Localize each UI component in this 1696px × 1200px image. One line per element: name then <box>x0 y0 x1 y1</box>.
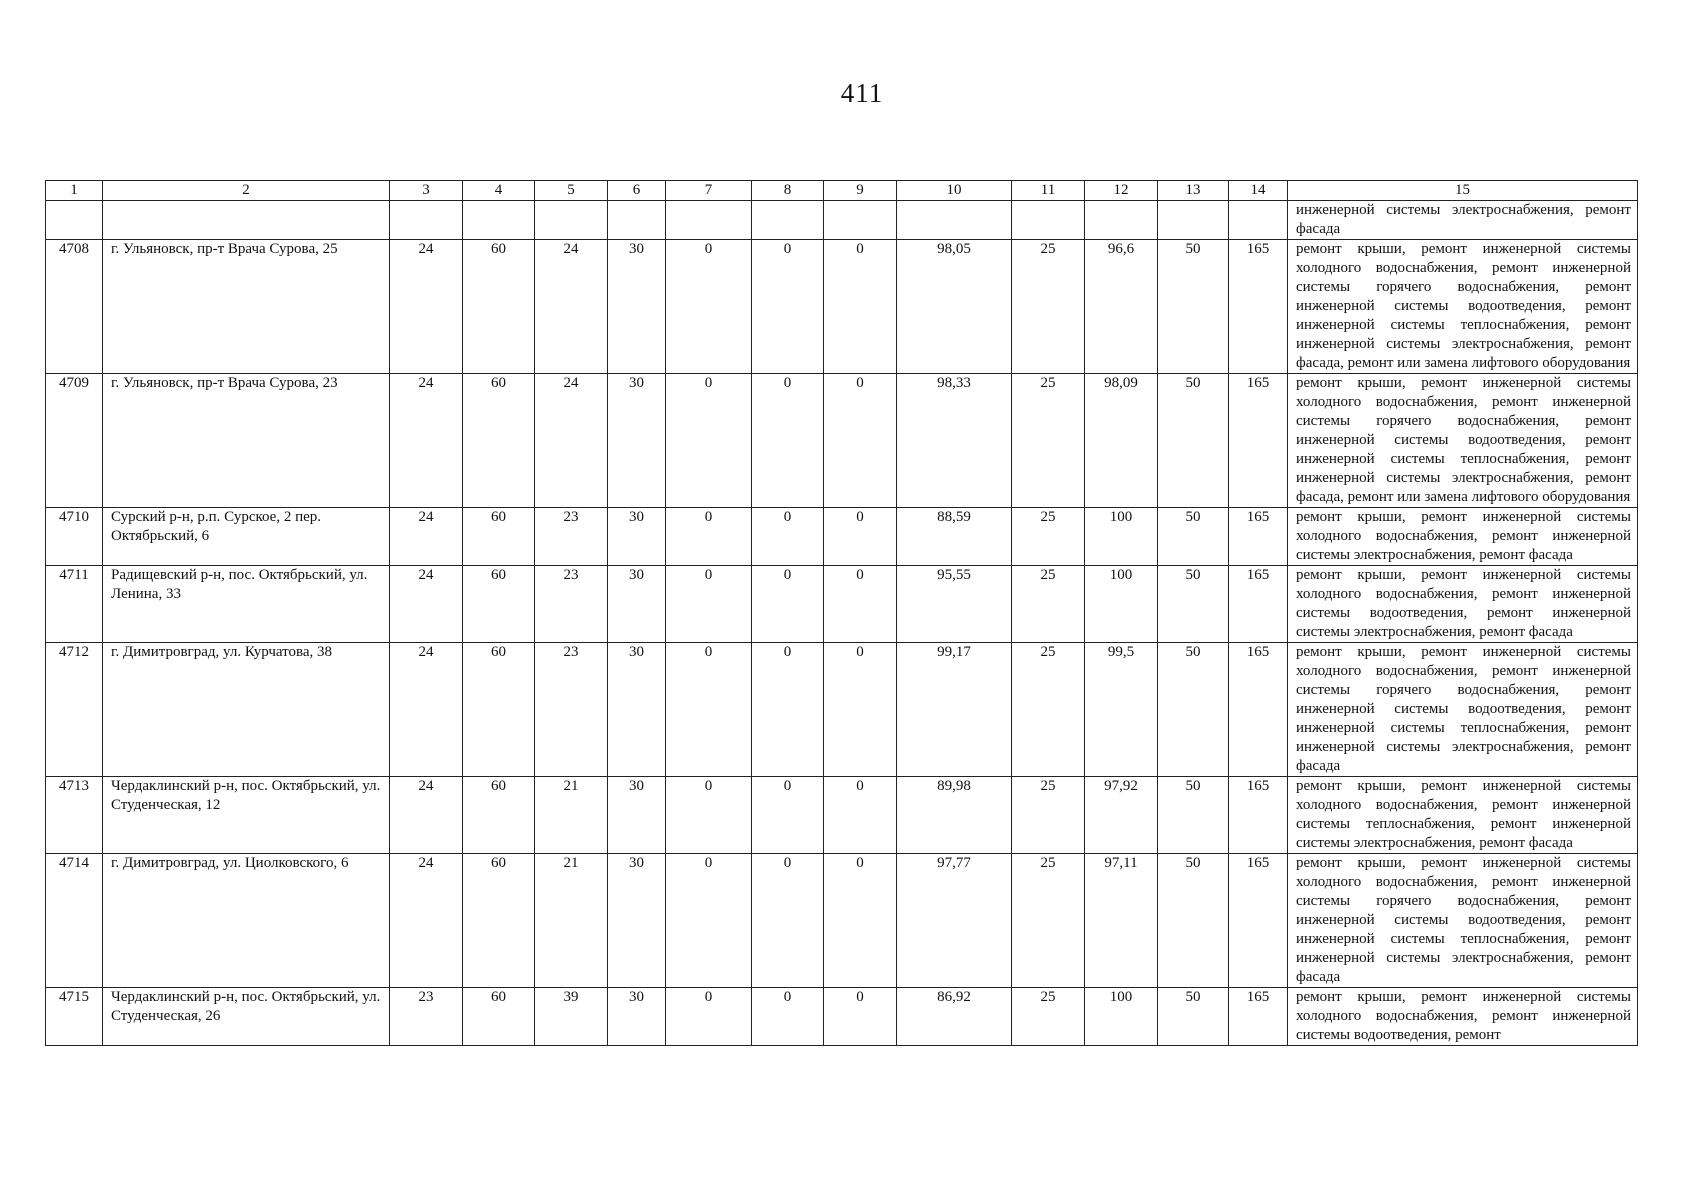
cell-value: 0 <box>666 854 752 988</box>
cell-value: 0 <box>666 777 752 854</box>
cell-value: 0 <box>824 988 897 1046</box>
column-header: 13 <box>1158 181 1229 201</box>
row-number: 4711 <box>46 566 103 643</box>
column-header: 9 <box>824 181 897 201</box>
work-description: ремонт крыши, ремонт инженерной системы холодного водоснабжения, ремонт инженерной системы горячего водоснабжения, ремонт инженерной системы водоотведения, ремонт инженерной системы теплоснабжения, ремонт инженерной системы электроснабжения, ремонт фасада, ремонт или замена лифтового оборудования <box>1288 240 1638 374</box>
cell-value: 165 <box>1229 374 1288 508</box>
cell-value: 0 <box>752 566 824 643</box>
cell-value: 23 <box>535 566 608 643</box>
cell-value: 165 <box>1229 988 1288 1046</box>
cell-value: 95,55 <box>897 566 1012 643</box>
cell-value: 165 <box>1229 854 1288 988</box>
cell-value: 165 <box>1229 777 1288 854</box>
table-row <box>46 240 1638 374</box>
cell-value: 98,05 <box>897 240 1012 374</box>
cell-value: 165 <box>1229 508 1288 566</box>
table-row <box>46 374 1638 508</box>
cell-value: 23 <box>535 643 608 777</box>
cell-value: 0 <box>666 508 752 566</box>
cell-value: 0 <box>666 374 752 508</box>
cell-value: 24 <box>390 508 463 566</box>
continuation-row <box>46 201 1638 240</box>
cell-value: 89,98 <box>897 777 1012 854</box>
row-number: 4710 <box>46 508 103 566</box>
cell-value: 0 <box>752 508 824 566</box>
cell-value: 0 <box>824 643 897 777</box>
cell-value: 30 <box>608 854 666 988</box>
cell-value: 25 <box>1012 777 1085 854</box>
row-number: 4713 <box>46 777 103 854</box>
cell-value: 98,33 <box>897 374 1012 508</box>
column-header: 4 <box>463 181 535 201</box>
cell-value: 0 <box>752 240 824 374</box>
cell-value: 50 <box>1158 988 1229 1046</box>
cell-value: 0 <box>666 566 752 643</box>
cell-value: 23 <box>535 508 608 566</box>
cell-value: 50 <box>1158 240 1229 374</box>
cell-value: 86,92 <box>897 988 1012 1046</box>
cell-value: 60 <box>463 854 535 988</box>
cell-value: 30 <box>608 777 666 854</box>
cell-value: 0 <box>666 643 752 777</box>
address: г. Димитровград, ул. Циолковского, 6 <box>103 854 390 988</box>
cell-value: 88,59 <box>897 508 1012 566</box>
cell-value: 100 <box>1085 988 1158 1046</box>
cell-value: 24 <box>390 777 463 854</box>
cell-value: 25 <box>1012 643 1085 777</box>
data-table <box>45 180 1638 1046</box>
address: Чердаклинский р-н, пос. Октябрьский, ул. Студенческая, 12 <box>103 777 390 854</box>
work-description: ремонт крыши, ремонт инженерной системы холодного водоснабжения, ремонт инженерной системы горячего водоснабжения, ремонт инженерной системы водоотведения, ремонт инженерной системы теплоснабжения, ремонт инженерной системы электроснабжения, ремонт фасада, ремонт или замена лифтового оборудования <box>1288 374 1638 508</box>
cell-value: 25 <box>1012 988 1085 1046</box>
cell-value: 60 <box>463 988 535 1046</box>
cell-value: 30 <box>608 566 666 643</box>
cell-value: 24 <box>390 566 463 643</box>
work-description: ремонт крыши, ремонт инженерной системы холодного водоснабжения, ремонт инженерной системы теплоснабжения, ремонт инженерной системы электроснабжения, ремонт фасада <box>1288 777 1638 854</box>
cell-value: 0 <box>666 988 752 1046</box>
column-header: 6 <box>608 181 666 201</box>
work-description: ремонт крыши, ремонт инженерной системы холодного водоснабжения, ремонт инженерной системы горячего водоснабжения, ремонт инженерной системы водоотведения, ремонт инженерной системы теплоснабжения, ремонт инженерной системы электроснабжения, ремонт фасада <box>1288 643 1638 777</box>
column-header: 5 <box>535 181 608 201</box>
address: г. Ульяновск, пр-т Врача Сурова, 25 <box>103 240 390 374</box>
column-header: 1 <box>46 181 103 201</box>
cell-value: 0 <box>824 508 897 566</box>
cell-value: 60 <box>463 240 535 374</box>
cell-value: 0 <box>824 374 897 508</box>
address: Сурский р-н, р.п. Сурское, 2 пер. Октябрьский, 6 <box>103 508 390 566</box>
cell-value: 24 <box>390 240 463 374</box>
work-description: ремонт крыши, ремонт инженерной системы холодного водоснабжения, ремонт инженерной системы водоотведения, ремонт <box>1288 988 1638 1046</box>
cell-value: 165 <box>1229 566 1288 643</box>
cell-value: 100 <box>1085 566 1158 643</box>
row-number: 4715 <box>46 988 103 1046</box>
column-header: 11 <box>1012 181 1085 201</box>
column-header: 14 <box>1229 181 1288 201</box>
work-description: ремонт крыши, ремонт инженерной системы холодного водоснабжения, ремонт инженерной системы водоотведения, ремонт инженерной системы электроснабжения, ремонт фасада <box>1288 566 1638 643</box>
column-header: 8 <box>752 181 824 201</box>
column-header: 2 <box>103 181 390 201</box>
cell-value: 50 <box>1158 374 1229 508</box>
cell-value: 98,09 <box>1085 374 1158 508</box>
page-number: 411 <box>840 78 884 108</box>
row-number: 4714 <box>46 854 103 988</box>
cell-value: 0 <box>824 240 897 374</box>
table-row <box>46 566 1638 643</box>
row-number: 4712 <box>46 643 103 777</box>
cell-value: 24 <box>535 240 608 374</box>
cell-value: 99,17 <box>897 643 1012 777</box>
cell-value: 30 <box>608 643 666 777</box>
row-number: 4709 <box>46 374 103 508</box>
cell-value: 50 <box>1158 566 1229 643</box>
cell-value: 30 <box>608 508 666 566</box>
cell-value: 30 <box>608 240 666 374</box>
cell-value: 60 <box>463 643 535 777</box>
cell-value: 165 <box>1229 240 1288 374</box>
cell-value: 165 <box>1229 643 1288 777</box>
cell-value: 25 <box>1012 566 1085 643</box>
cell-value: 60 <box>463 508 535 566</box>
cell-value: 24 <box>390 643 463 777</box>
table-row <box>46 854 1638 988</box>
cell-value: 21 <box>535 777 608 854</box>
cell-value: 0 <box>824 854 897 988</box>
cell-value: 97,77 <box>897 854 1012 988</box>
cell-value: 0 <box>752 643 824 777</box>
cell-value: 25 <box>1012 240 1085 374</box>
work-description: ремонт крыши, ремонт инженерной системы холодного водоснабжения, ремонт инженерной системы горячего водоснабжения, ремонт инженерной системы водоотведения, ремонт инженерной системы теплоснабжения, ремонт инженерной системы электроснабжения, ремонт фасада <box>1288 854 1638 988</box>
table-row <box>46 508 1638 566</box>
header-row <box>46 181 1638 201</box>
cell-value: 0 <box>824 777 897 854</box>
cell-value: 0 <box>666 240 752 374</box>
cell-value: 97,92 <box>1085 777 1158 854</box>
cell-value: 0 <box>752 374 824 508</box>
cell-value: 23 <box>390 988 463 1046</box>
cell-value: 24 <box>390 854 463 988</box>
address: Чердаклинский р-н, пос. Октябрьский, ул. Студенческая, 26 <box>103 988 390 1046</box>
cell-value: 50 <box>1158 508 1229 566</box>
column-header: 7 <box>666 181 752 201</box>
cell-value: 24 <box>390 374 463 508</box>
work-description: инженерной системы электроснабжения, ремонт фасада <box>1288 201 1638 240</box>
address: Радищевский р-н, пос. Октябрьский, ул. Ленина, 33 <box>103 566 390 643</box>
row-number: 4708 <box>46 240 103 374</box>
cell-value: 25 <box>1012 508 1085 566</box>
column-header: 10 <box>897 181 1012 201</box>
column-header: 3 <box>390 181 463 201</box>
cell-value: 0 <box>752 777 824 854</box>
cell-value: 21 <box>535 854 608 988</box>
cell-value: 60 <box>463 777 535 854</box>
cell-value: 0 <box>752 854 824 988</box>
cell-value: 60 <box>463 374 535 508</box>
cell-value: 97,11 <box>1085 854 1158 988</box>
cell-value: 50 <box>1158 777 1229 854</box>
cell-value: 25 <box>1012 374 1085 508</box>
address: г. Ульяновск, пр-т Врача Сурова, 23 <box>103 374 390 508</box>
column-header: 12 <box>1085 181 1158 201</box>
cell-value: 96,6 <box>1085 240 1158 374</box>
cell-value: 50 <box>1158 854 1229 988</box>
cell-value: 30 <box>608 374 666 508</box>
column-header: 15 <box>1288 181 1638 201</box>
table-row <box>46 777 1638 854</box>
cell-value: 0 <box>824 566 897 643</box>
cell-value: 39 <box>535 988 608 1046</box>
cell-value: 0 <box>752 988 824 1046</box>
cell-value: 50 <box>1158 643 1229 777</box>
cell-value: 24 <box>535 374 608 508</box>
table-row <box>46 643 1638 777</box>
cell-value: 25 <box>1012 854 1085 988</box>
cell-value: 60 <box>463 566 535 643</box>
address: г. Димитровград, ул. Курчатова, 38 <box>103 643 390 777</box>
cell-value: 100 <box>1085 508 1158 566</box>
cell-value: 99,5 <box>1085 643 1158 777</box>
work-description: ремонт крыши, ремонт инженерной системы холодного водоснабжения, ремонт инженерной системы электроснабжения, ремонт фасада <box>1288 508 1638 566</box>
cell-value: 30 <box>608 988 666 1046</box>
table-row <box>46 988 1638 1046</box>
